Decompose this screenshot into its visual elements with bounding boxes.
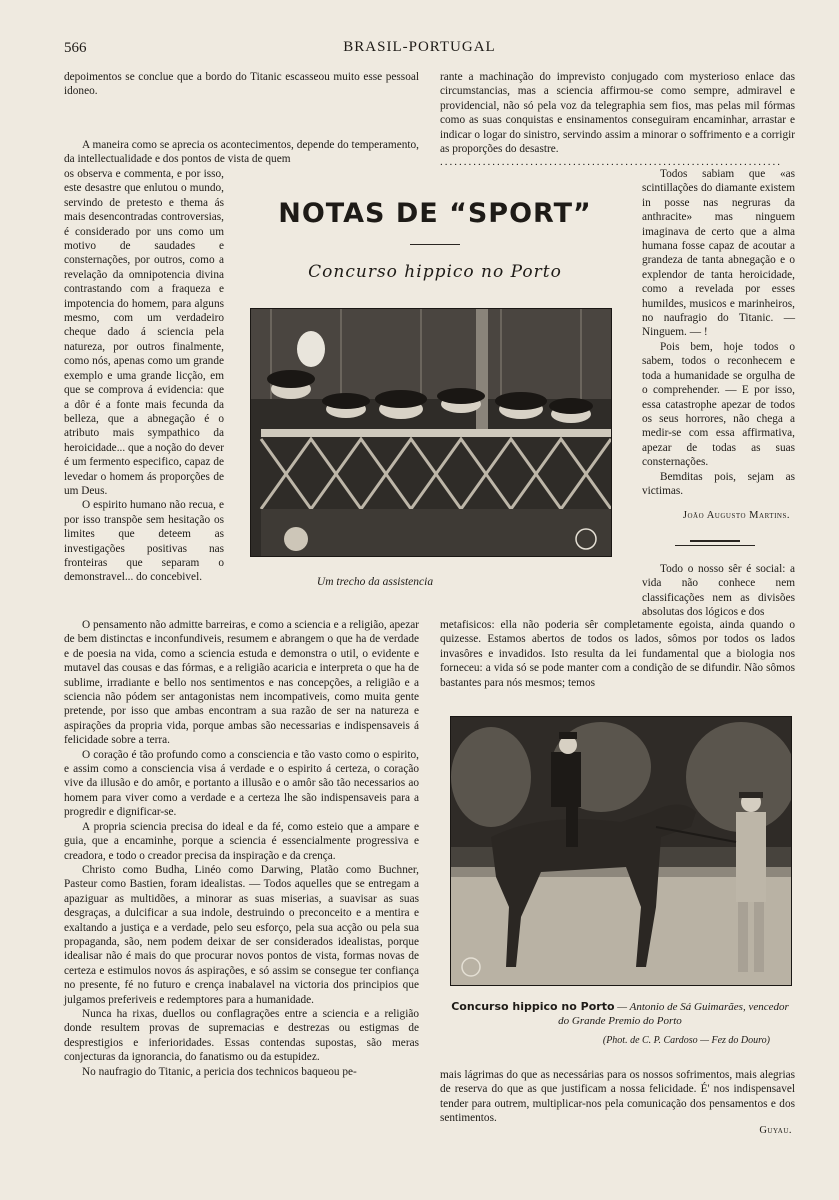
title-divider (410, 244, 460, 245)
photo-horse-rider (450, 716, 792, 986)
paragraph: depoimentos se conclue que a bordo do Titanic escasseou muito esse pessoal idoneo. (64, 71, 419, 98)
right-bottom-text (440, 1068, 795, 1126)
paragraph: Todo o nosso sêr é social: a vida não conhece nem classificações nem as divisões absolutas dos lógicos e dos (642, 563, 795, 619)
paragraph: Christo como Budha, Linéo como Darwing, Platão como Buchner, Pasteur como Bastien, foram idealistas. — Todos aquelles que se entregam a apaziguar as multidões, a minorar as suas miserias, a suavisar as suas desgraças, a dulcificar a sua indole, destruindo o preconceito e a mentira e exaltando a justiça e a verdade, pelo seu esforço, pela sua acção ou pela sua propaganda, são, nem podem deixar de ser considerados idealistas, porque idealisar não é mais do que procurar novos pontos de vista, formas novas de certeza e estimulos novos ás aspirações, e só assim se consegue ter confiança no presente, fé no futuro e crença inabalavel na victoria dos principios que julgamos preferiveis e redemptores para a humanidade. (64, 863, 419, 1006)
audience-illustration (251, 309, 611, 556)
paragraph: Todos sabiam que «as scintillações do diamante existem in posse nas negruras da anthracite» mas ninguem imaginava de certo que a alma humana fosse capaz de acoutar a grandeza de tanta abnegação e o explendor de tanta heroicidade, como a revelada por esses humildes, musicos e marinheiros, no naufragio do Titanic. — Ninguem. — ! (642, 168, 795, 339)
photo-horse-caption (450, 1000, 790, 1028)
paragraph: mais lágrimas do que as necessárias para os nossos sofrimentos, mais alegrias de reserva do que as que justificam a nossa felicidade. É' nos indispensavel tender para outrem, multiplicar-nos pela comunicação dos pensamentos e dos sentimentos. (440, 1069, 795, 1125)
paragraph: Bemditas pois, sejam as victimas. (642, 470, 795, 497)
section-title: NOTAS DE “SPORT” (278, 198, 592, 229)
photo-audience-caption: Um trecho da assistencia (316, 576, 434, 588)
left-narrow-text (64, 167, 224, 585)
section-subtitle: Concurso hippico no Porto (308, 262, 562, 282)
article-end-rule-2 (675, 545, 755, 546)
paragraph: os observa e commenta, e por isso, este desastre que enlutou o mundo, servindo de pretesto e thema ás mais desencontradas controversias, é considerado por uns como um motivo de saudades e consternações, por outros, como a revelação da omnipotencia divina contrastando com a fraqueza e impotencia do homem, para alguns mesmo, com um verdadeiro cheque dado á sciencia pela natureza, por outros finalmente, como nós, apenas como um grande exemplo e uma grande licção, em que se comprova á evidencia: que a dôr é a fonte mais fecunda da belleza, que a abnegação é o atributo mais sympathico da heroicidade... que a noção do dever é um fermento especifico, capaz de levedar o homem ás proporções de um Deus. (64, 168, 224, 497)
left-top-text (64, 70, 419, 99)
left-wide-text (64, 618, 419, 1079)
paragraph: Pois bem, hoje todos o sabem, todos o reconhecem e toda a humanidade se orgulha de o comprehender. — E por isso, essa catastrophe apezar de todos os seus horrores, não chega a medir-se com essa affirmativa, apezar de todas as suas consternações. (642, 340, 795, 469)
author-signature: João Augusto Martins. (682, 510, 790, 521)
paragraph: A propria sciencia precisa do ideal e da fé, como esteio que a ampare e guia, que a encaminhe, porque a sciencia é essencialmente progressiva e creadora, e todo o creador precisa da inspiração e da crença. (64, 820, 419, 862)
dotted-separator: ........................................................................ (440, 156, 782, 168)
caption-description: — Antonio de Sá Guimarães, vencedor do Grande Premio do Porto (558, 1001, 789, 1027)
left-para-intro (64, 138, 419, 167)
paragraph: O coração é tão profundo como a consciencia e tão vasto como o espirito, e assim como a consciencia visa á verdade e o espirito á certeza, o coração vive da illusão e do amôr, e portanto a illusão e o amôr são tão necessarios ao homem para viver como a verdade e a certeza lhe são indispensaveis para a progredir e dignificar-se. (64, 748, 419, 819)
paragraph: O espirito humano não recua, e por isso transpõe sem hesitação os limites que deteem as investigações positivas nas fronteiras que separam o demonstravel... do concebivel. (64, 499, 224, 584)
photo-audience (250, 308, 612, 557)
paragraph: Nunca ha rixas, duellos ou conflagrações entre a sciencia e a religião donde resultem provas de supremacias e destrezas ou estigmas de desprestigios e inferioridades. Essas contendas supostas, são meras conjecturas da ignorancia, do fanatismo ou da estupidez. (64, 1007, 419, 1064)
right-narrow-text-2 (642, 562, 795, 620)
page-number: 566 (64, 40, 87, 56)
article-end-rule (690, 540, 740, 542)
paragraph: No naufragio do Titanic, a pericia dos technicos baqueou pe- (82, 1065, 357, 1078)
paragraph: O pensamento não admitte barreiras, e como a sciencia e a religião, apezar de bem distinctas e inconfundiveis, resumem e abrangem o que ha de verdade e de poesia na vida, como a sciencia estuda e demonstra o util, o evidente e mutavel das cousas e das fórmas, e a religião acaricia e interpreta o que ha de sublime, irradiante e bello nos sentimentos e nas concepções, a religião e a sciencia não pódem ser antagonistas nem incompativeis, como muita gente pretende, por isso que ambas encontram a sua razão de ser na natureza e aspirações da propria vida, porque ambas são necessarias e indispensaveis á felicidade sobre a terra. (64, 619, 419, 747)
quote-signature: Guyau. (759, 1125, 792, 1136)
right-wide-text (440, 618, 795, 690)
right-narrow-text (642, 167, 795, 498)
publication-header: BRASIL-PORTUGAL (343, 39, 496, 55)
paragraph: rante a machinação do imprevisto conjugado com mysterioso enlace das circumstancias, mas a sciencia affirmou-se como sempre, admiravel e providencial, não só pela voz da telegraphia sem fios, mas pelas mil fórmas como as suas conquistas e ensinamentos conseguiram encaminhar, arrastar e indicar o logar do sinistro, servindo assim a minorar o soffrimento e a corrigir as proporções do desastre. (440, 71, 795, 156)
photo-credit: (Phot. de C. P. Cardoso — Fez do Douro) (602, 1035, 770, 1046)
paragraph: A maneira como se apreciа os acontecimentos, depende do temperamento, da intellectualidade e dos pontos de vista de quem (64, 139, 419, 166)
paragraph: metafisicos: ella não poderia sêr completamente egoista, ainda quando o quizesse. Estamos abertos de todos os lados, sômos por todos os lados invasôres e invadidos. Isto resulta da lei fundamental que a biologia nos forneceu: a vida só se pode manter com a condição de se difundir. Não sômos bastantes para nós mesmos; temos (440, 619, 795, 689)
horse-rider-illustration (451, 717, 791, 985)
right-top-text (440, 70, 795, 156)
caption-title: Concurso hippico no Porto (451, 1000, 615, 1013)
